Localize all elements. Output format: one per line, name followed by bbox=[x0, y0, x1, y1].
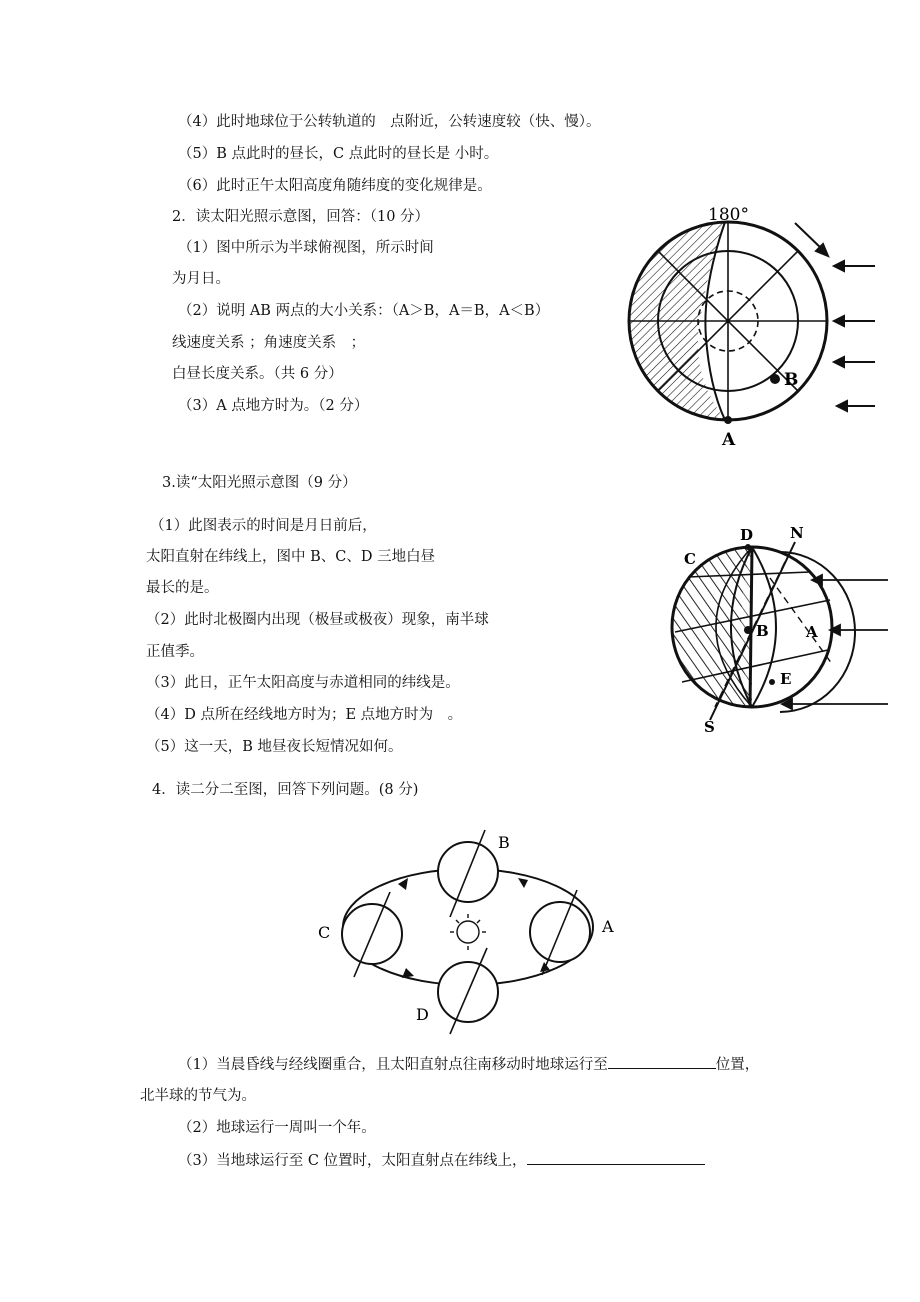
q4-line-3 bbox=[178, 1150, 705, 1171]
q3-line-2a: （2）此时北极圈内出现（极昼或极夜）现象，南半球 bbox=[146, 612, 489, 628]
q4-line-1a bbox=[178, 1054, 759, 1075]
q2-label-a: A bbox=[722, 430, 736, 450]
q4-blank-1 bbox=[608, 1054, 716, 1069]
q3-line-2b: 正值季。 bbox=[146, 644, 204, 660]
q4-earth-d bbox=[438, 948, 498, 1034]
q3-line-5: （5）这一天，B 地昼夜长短情况如何。 bbox=[146, 739, 403, 755]
q4-line-2: （2）地球运行一周叫一个年。 bbox=[178, 1120, 376, 1136]
q3-point-b bbox=[744, 626, 752, 634]
q4-line-1b-text: 位置， bbox=[715, 1057, 760, 1073]
q1-line-6: （6）此时正午太阳高度角随纬度的变化规律是。 bbox=[178, 178, 492, 194]
q4-line-1a-text: （1）当晨昏线与经线圈重合，且太阳直射点往南移动时地球运行至 bbox=[178, 1057, 608, 1073]
q2-line-2b: 线速度关系 ；角速度关系 ； bbox=[172, 335, 366, 351]
q3-label-e: E bbox=[780, 670, 792, 688]
q2-point-b bbox=[770, 374, 780, 384]
q4-label-b: B bbox=[498, 833, 510, 852]
q2-line-2a: （2）说明 AB 两点的大小关系：（A＞B，A＝B，A＜B） bbox=[178, 303, 550, 319]
q3-title: 3.读“太阳光照示意图（9 分） bbox=[162, 475, 357, 491]
q4-label-d: D bbox=[416, 1005, 429, 1024]
q2-line-1a: （1）图中所示为半球俯视图，所示时间 bbox=[178, 240, 434, 256]
q2-label-b: B bbox=[784, 370, 799, 390]
q1-line-4: （4）此时地球位于公转轨道的 点附近，公转速度较（快、慢）。 bbox=[178, 114, 601, 130]
q4-label-a: A bbox=[602, 917, 614, 936]
q3-label-s: S bbox=[704, 718, 715, 736]
q4-line-3-text: （3）当地球运行至 C 位置时，太阳直射点在纬线上， bbox=[178, 1153, 527, 1169]
q2-line-3: （3）A 点地方时为。（2 分） bbox=[178, 398, 369, 414]
q2-line-2c: 白昼长度关系。（共 6 分） bbox=[172, 366, 343, 382]
q2-polar-figure bbox=[620, 198, 890, 453]
q2-line-1b: 为月日。 bbox=[172, 271, 230, 287]
q3-label-d: D bbox=[740, 526, 754, 544]
q2-label-180: 180° bbox=[708, 205, 749, 225]
q3-line-1b: 太阳直射在纬线上，图中 B、C、D 三地白昼 bbox=[146, 549, 436, 565]
q1-line-5: （5）B 点此时的昼长，C 点此时的昼长是 小时。 bbox=[178, 146, 499, 162]
q3-label-b: B bbox=[756, 622, 769, 640]
q4-earth-c bbox=[342, 892, 402, 977]
q4-label-c: C bbox=[318, 923, 331, 942]
q3-globe-figure bbox=[660, 522, 900, 737]
q3-line-1c: 最长的是。 bbox=[146, 580, 219, 596]
q3-label-n: N bbox=[790, 524, 804, 542]
q4-sun-icon bbox=[450, 914, 486, 950]
q3-line-1a: （1）此图表示的时间是月日前后， bbox=[150, 518, 377, 534]
q3-label-c: C bbox=[684, 550, 696, 568]
q3-point-e bbox=[769, 679, 775, 685]
q2-point-a bbox=[724, 416, 732, 424]
q2-title: 2．读太阳光照示意图，回答：（10 分） bbox=[172, 209, 430, 225]
q4-blank-3 bbox=[527, 1150, 705, 1165]
q4-line-1c: 北半球的节气为。 bbox=[140, 1088, 256, 1104]
q4-orbit-figure bbox=[310, 822, 630, 1037]
q4-earth-b bbox=[438, 830, 498, 917]
q3-line-4: （4）D 点所在经线地方时为；E 点地方时为 。 bbox=[146, 707, 463, 723]
q3-label-a: A bbox=[806, 623, 818, 641]
q3-line-3: （3）此日，正午太阳高度与赤道相同的纬线是。 bbox=[146, 675, 460, 691]
q4-title: 4．读二分二至图，回答下列问题。(8 分) bbox=[152, 782, 419, 798]
q3-sun-arrows bbox=[782, 575, 888, 709]
